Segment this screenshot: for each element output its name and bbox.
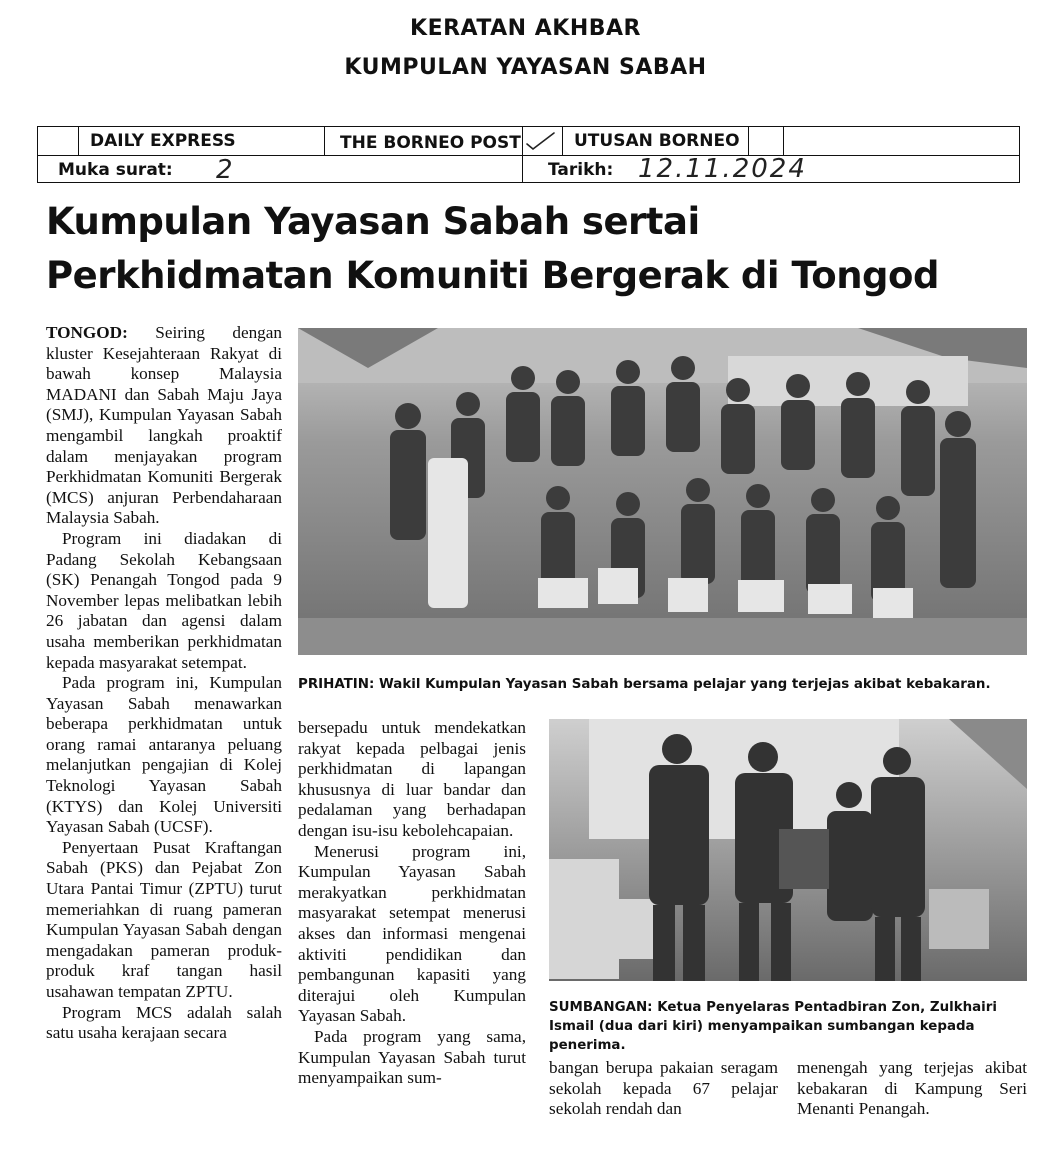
photo-donation-handover (549, 719, 1027, 981)
paragraph: menengah yang terjejas akibat kebakaran di Kampung Seri Menanti Penangah. (797, 1058, 1027, 1119)
paragraph: Pada program ini, Kumpulan Yayasan Sabah menawarkan beberapa perkhidmatan untuk orang ramai antaranya peluang melanjutkan pengajian di Kolej Teknologi Yayasan Sabah (KTYS) dan Kolej Universiti Yayasan Sabah (UCSF). (46, 673, 282, 837)
article-column-4 (797, 1058, 1027, 1120)
paragraph: Program ini diadakan di Padang Sekolah Kebangsaan (SK) Penangah Tongod pada 9 November lepas melibatkan lebih 26 jabatan dan agensi dalam usaha memberikan perkhidmatan kepada masyarakat setempat. (46, 528, 282, 672)
dateline: TONGOD: (46, 323, 128, 342)
photo-students-group (298, 328, 1027, 655)
paragraph: Menerusi program ini, Kumpulan Yayasan Sabah merakyatkan perkhidmatan masyarakat setempat menerusi akses dan informasi mengenai aktiviti pendidikan dan pembangunan kapasiti yang diterajui oleh Kumpulan Yayasan Sabah. (298, 841, 526, 1026)
headline-line-1: Kumpulan Yayasan Sabah sertai (46, 200, 700, 243)
paragraph: Pada program yang sama, Kumpulan Yayasan Sabah turut menyampaikan sum- (298, 1026, 526, 1088)
clipping-subtitle: KUMPULAN YAYASAN SABAH (344, 55, 707, 80)
date-label: Tarikh: (548, 160, 614, 180)
checkmark-icon (524, 129, 558, 158)
paragraph: bersepadu untuk mendekatkan rakyat kepada pelbagai jenis perkhidmatan di lapangan khususnya di luar bandar dan pedalaman yang berhadapan dengan isu-isu kebolehcapaian. (298, 718, 526, 840)
paper-daily-express: DAILY EXPRESS (90, 131, 236, 151)
article-column-3 (549, 1058, 778, 1120)
paragraph: Program MCS adalah salah satu usaha kerajaan secara (46, 1002, 282, 1043)
page-label: Muka surat: (58, 160, 173, 180)
photo-2-caption: SUMBANGAN: Ketua Penyelaras Pentadbiran Zon, Zulkhairi Ismail (dua dari kiri) menyampaikan sumbangan kepada penerima. (549, 1000, 997, 1053)
paragraph: Seiring dengan kluster Kesejahteraan Rakyat di bawah konsep Malaysia MADANI dan Sabah Maju Jaya (SMJ), Kumpulan Yayasan Sabah mengambil langkah proaktif dalam menjayakan program Perkhidmatan Komuniti Bergerak (MCS) anjuran Perbendaharaan Malaysia Sabah. (46, 323, 282, 528)
paper-utusan-borneo: UTUSAN BORNEO (574, 131, 740, 151)
article-column-2 (298, 718, 526, 1089)
clipping-title: KERATAN AKHBAR (410, 16, 641, 41)
newspaper-info-table (37, 126, 1020, 183)
date-value: 12.11.2024 (638, 154, 807, 184)
paragraph: bangan berupa pakaian seragam sekolah kepada 67 pelajar sekolah rendah dan (549, 1058, 778, 1119)
photo-1-caption: PRIHATIN: Wakil Kumpulan Yayasan Sabah bersama pelajar yang terjejas akibat kebakaran. (298, 677, 991, 692)
headline-line-2: Perkhidmatan Komuniti Bergerak di Tongod (46, 254, 939, 297)
paper-borneo-post: THE BORNEO POST (340, 133, 521, 153)
page-number: 2 (216, 155, 235, 185)
paragraph: Penyertaan Pusat Kraftangan Sabah (PKS) dan Pejabat Zon Utara Pantai Timur (ZPTU) turut memeriahkan di ruang pameran Kumpulan Yayasan Sabah dengan mengadakan pameran produk-produk kraf tangan hasil usahawan tempatan ZPTU. (46, 837, 282, 1001)
article-column-1 (46, 323, 282, 1044)
